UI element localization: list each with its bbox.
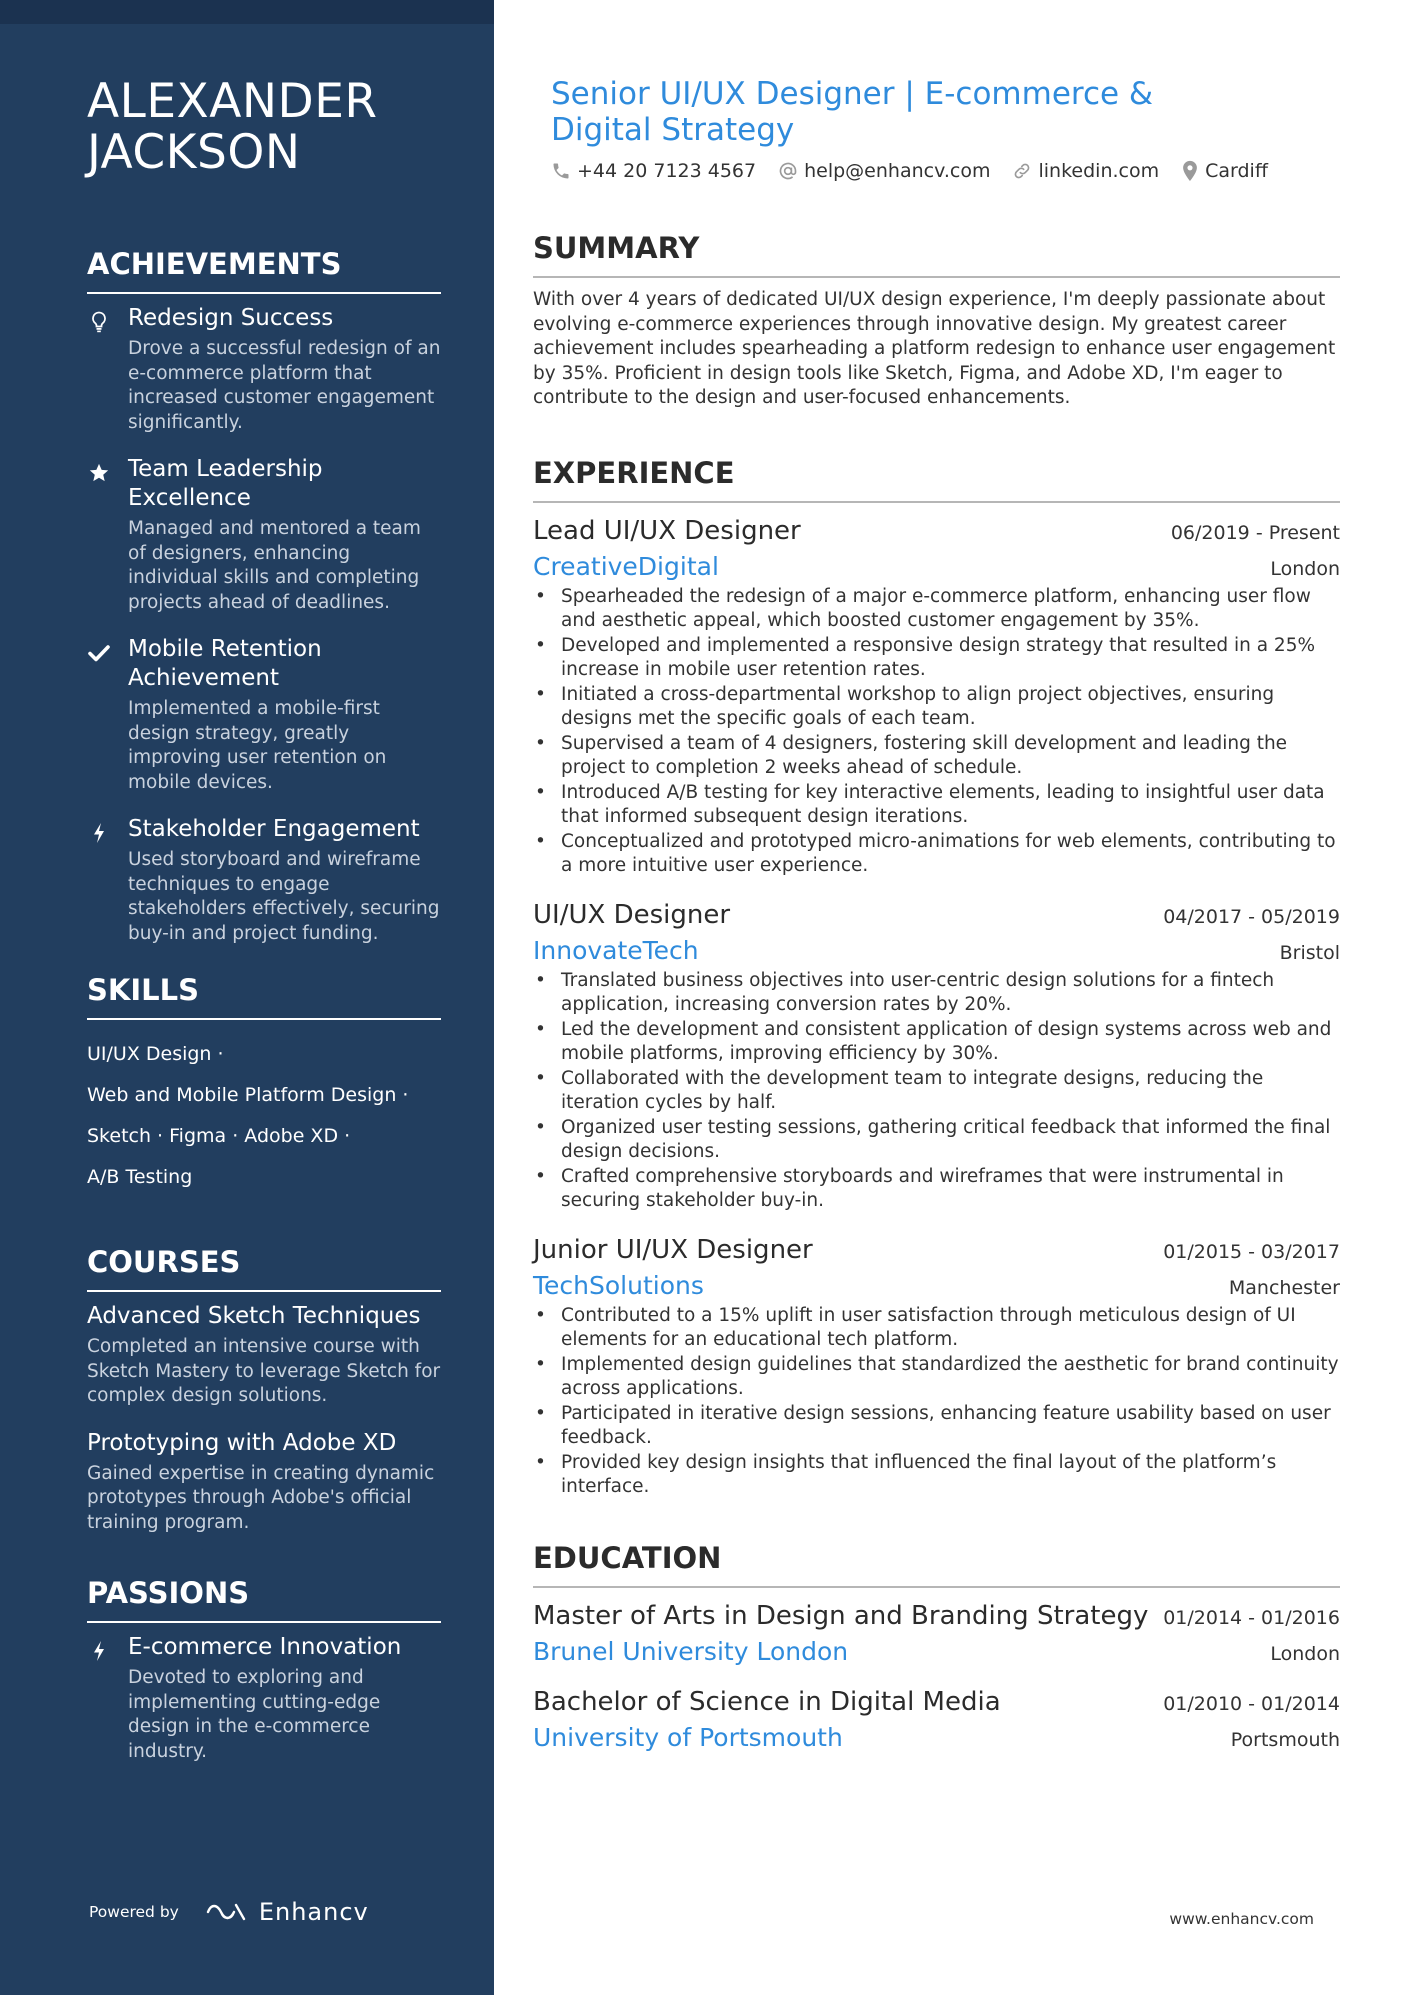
job-bullet: • Developed and implemented a responsive design strategy that resulted in a 25% increase in mobile user retention rates. <box>533 634 1340 683</box>
achievement-item <box>87 455 441 615</box>
degree-title: Bachelor of Science in Digital Media <box>533 1686 1001 1717</box>
passion-description: Devoted to exploring and implementing cutting-edge design in the e-commerce industry. <box>128 1667 381 1762</box>
achievement-item <box>87 815 441 946</box>
company-name: InnovateTech <box>533 935 699 965</box>
passions-heading: PASSIONS <box>87 1575 441 1623</box>
job-bullet: • Translated business objectives into user-centric design solutions for a fintech application, increasing conversion rates by 20%. <box>533 969 1340 1018</box>
contact-location <box>1181 160 1268 182</box>
school-name: University of Portsmouth <box>533 1722 843 1752</box>
summary-text: With over 4 years of dedicated UI/UX design experience, I'm deeply passionate about evolving e-commerce experiences through innovative design. My greatest career achievement includes spearheading a platform redesign to enhance user engagement by 35%. Proficient in design tools like Sketch, Figma, and Adobe XD, I'm eager to contribute to the design and user-focused enhancements. <box>533 289 1336 408</box>
experience-section <box>533 455 1340 1500</box>
achievement-description: Used storyboard and wireframe techniques to engage stakeholders effectively, securing buy-in and project funding. <box>128 849 440 944</box>
job-dates: 01/2015 - 03/2017 <box>1163 1240 1340 1263</box>
job-bullet: • Initiated a cross-departmental workshop to align project objectives, ensuring designs met the specific goals of each team. <box>533 683 1340 732</box>
achievements-section <box>87 246 441 946</box>
headline-title: Senior UI/UX Designer | E-commerce & Digital Strategy <box>551 76 1154 148</box>
job-dates: 04/2017 - 05/2019 <box>1163 905 1340 928</box>
job-bullet: • Collaborated with the development team to integrate designs, reducing the iteration cycles by half. <box>533 1067 1340 1116</box>
job-bullet: • Spearheaded the redesign of a major e-commerce platform, enhancing user flow and aesthetic appeal, which boosted customer engagement by 35%. <box>533 585 1340 634</box>
job-title: UI/UX Designer <box>533 899 731 930</box>
job-dates: 06/2019 - Present <box>1170 521 1340 544</box>
lightbulb-icon <box>87 310 111 334</box>
course-title: Prototyping with Adobe XD <box>87 1429 397 1456</box>
contact-phone[interactable] <box>551 160 756 182</box>
phone-text: +44 20 7123 4567 <box>577 160 757 182</box>
education-dates: 01/2010 - 01/2014 <box>1163 1692 1340 1715</box>
courses-heading: COURSES <box>87 1244 441 1292</box>
job-bullet: • Introduced A/B testing for key interactive elements, leading to insightful user data that informed subsequent design iterations. <box>533 781 1340 830</box>
job-bullet: • Organized user testing sessions, gathering critical feedback that informed the final design decisions. <box>533 1116 1340 1165</box>
job-location: Bristol <box>1279 941 1340 964</box>
link-icon <box>1012 161 1032 181</box>
school-name: Brunel University London <box>533 1636 849 1666</box>
education-entry <box>533 1600 1340 1668</box>
job-bullet: • Conceptualized and prototyped micro-animations for web elements, contributing to a more intuitive user experience. <box>533 830 1340 879</box>
contact-linkedin[interactable] <box>1012 160 1159 182</box>
summary-heading: SUMMARY <box>533 230 1340 278</box>
course-description: Gained expertise in creating dynamic prototypes through Adobe's official training program. <box>87 1462 435 1533</box>
passion-item <box>87 1633 441 1764</box>
job-location: Manchester <box>1228 1276 1340 1299</box>
company-name: CreativeDigital <box>533 551 719 581</box>
school-location: London <box>1270 1642 1340 1665</box>
company-name: TechSolutions <box>533 1270 704 1300</box>
summary-section <box>533 230 1340 411</box>
sidebar <box>0 0 494 1995</box>
skill-line: UI/UX Design · <box>87 1043 224 1065</box>
achievement-title: Mobile Retention Achievement <box>128 636 322 691</box>
achievements-heading: ACHIEVEMENTS <box>87 246 441 294</box>
sidebar-top-bar <box>0 0 494 24</box>
skills-section <box>87 972 441 1198</box>
passions-section <box>87 1575 441 1764</box>
passion-title: E-commerce Innovation <box>128 1634 402 1660</box>
education-entry <box>533 1686 1340 1754</box>
phone-icon <box>551 161 571 181</box>
check-icon <box>87 641 111 665</box>
job-entry <box>533 515 1340 879</box>
at-icon <box>778 161 798 181</box>
enhancv-logo-icon <box>205 1900 249 1924</box>
job-entry <box>533 1234 1340 1500</box>
achievement-title: Redesign Success <box>128 305 334 331</box>
job-bullet: • Provided key design insights that influenced the final layout of the platform’s interface. <box>533 1451 1340 1500</box>
job-entry <box>533 899 1340 1214</box>
sidebar-footer <box>89 1898 369 1926</box>
location-text: Cardiff <box>1205 160 1268 182</box>
courses-section <box>87 1244 441 1535</box>
job-bullet: • Led the development and consistent application of design systems across web and mobile platforms, improving efficiency by 30%. <box>533 1018 1340 1067</box>
skill-line: A/B Testing <box>87 1166 193 1188</box>
achievement-title: Team Leadership Excellence <box>128 456 323 511</box>
job-bullets <box>533 585 1340 879</box>
education-section <box>533 1540 1340 1754</box>
star-icon <box>87 461 111 485</box>
job-bullets <box>533 1304 1340 1500</box>
achievement-description: Managed and mentored a team of designers, enhancing individual skills and completing projects ahead of deadlines. <box>128 518 421 613</box>
powered-by-label: Powered by <box>89 1903 179 1921</box>
job-bullet: • Participated in iterative design sessions, enhancing feature usability based on user feedback. <box>533 1402 1340 1451</box>
achievement-item <box>87 304 441 435</box>
job-location: London <box>1270 557 1340 580</box>
contact-email[interactable] <box>778 160 990 182</box>
achievement-description: Implemented a mobile-first design strategy, greatly improving user retention on mobile devices. <box>128 698 387 793</box>
website-link[interactable]: www.enhancv.com <box>1169 1910 1314 1928</box>
achievement-item <box>87 635 441 795</box>
education-dates: 01/2014 - 01/2016 <box>1163 1606 1340 1629</box>
course-item <box>87 1302 441 1409</box>
course-title: Advanced Sketch Techniques <box>87 1303 421 1329</box>
job-bullets <box>533 969 1340 1214</box>
job-bullet: • Implemented design guidelines that standardized the aesthetic for brand continuity across applications. <box>533 1353 1340 1402</box>
bolt-icon <box>87 1639 111 1663</box>
skills-heading: SKILLS <box>87 972 441 1020</box>
contact-bar <box>551 160 1358 182</box>
enhancv-logo[interactable] <box>205 1898 369 1926</box>
skill-line: Web and Mobile Platform Design · <box>87 1084 409 1106</box>
location-pin-icon <box>1181 160 1199 182</box>
main-content <box>533 76 1340 1754</box>
job-title: Junior UI/UX Designer <box>533 1234 813 1265</box>
achievement-description: Drove a successful redesign of an e-commerce platform that increased customer engagement significantly. <box>128 338 441 433</box>
experience-heading: EXPERIENCE <box>533 455 1340 503</box>
name-last: JACKSON <box>87 125 301 180</box>
linkedin-text: linkedin.com <box>1038 160 1160 182</box>
achievement-title: Stakeholder Engagement <box>128 816 420 842</box>
candidate-name <box>87 76 441 178</box>
brand-name: Enhancv <box>258 1898 369 1926</box>
course-item <box>87 1429 441 1536</box>
skill-line: Sketch · Figma · Adobe XD · <box>87 1125 351 1147</box>
job-title: Lead UI/UX Designer <box>533 515 801 546</box>
name-first: ALEXANDER <box>87 74 378 129</box>
bolt-icon <box>87 821 111 845</box>
job-bullet: • Contributed to a 15% uplift in user satisfaction through meticulous design of UI elements for an educational tech platform. <box>533 1304 1340 1353</box>
course-description: Completed an intensive course with Sketch Mastery to leverage Sketch for complex design solutions. <box>87 1336 441 1406</box>
job-bullet: • Supervised a team of 4 designers, fostering skill development and leading the project to completion 2 weeks ahead of schedule. <box>533 732 1340 781</box>
job-bullet: • Crafted comprehensive storyboards and wireframes that were instrumental in securing stakeholder buy-in. <box>533 1165 1340 1214</box>
degree-title: Master of Arts in Design and Branding Strategy <box>533 1600 1149 1631</box>
email-text: help@enhancv.com <box>804 160 991 182</box>
education-heading: EDUCATION <box>533 1540 1340 1588</box>
school-location: Portsmouth <box>1230 1728 1340 1751</box>
